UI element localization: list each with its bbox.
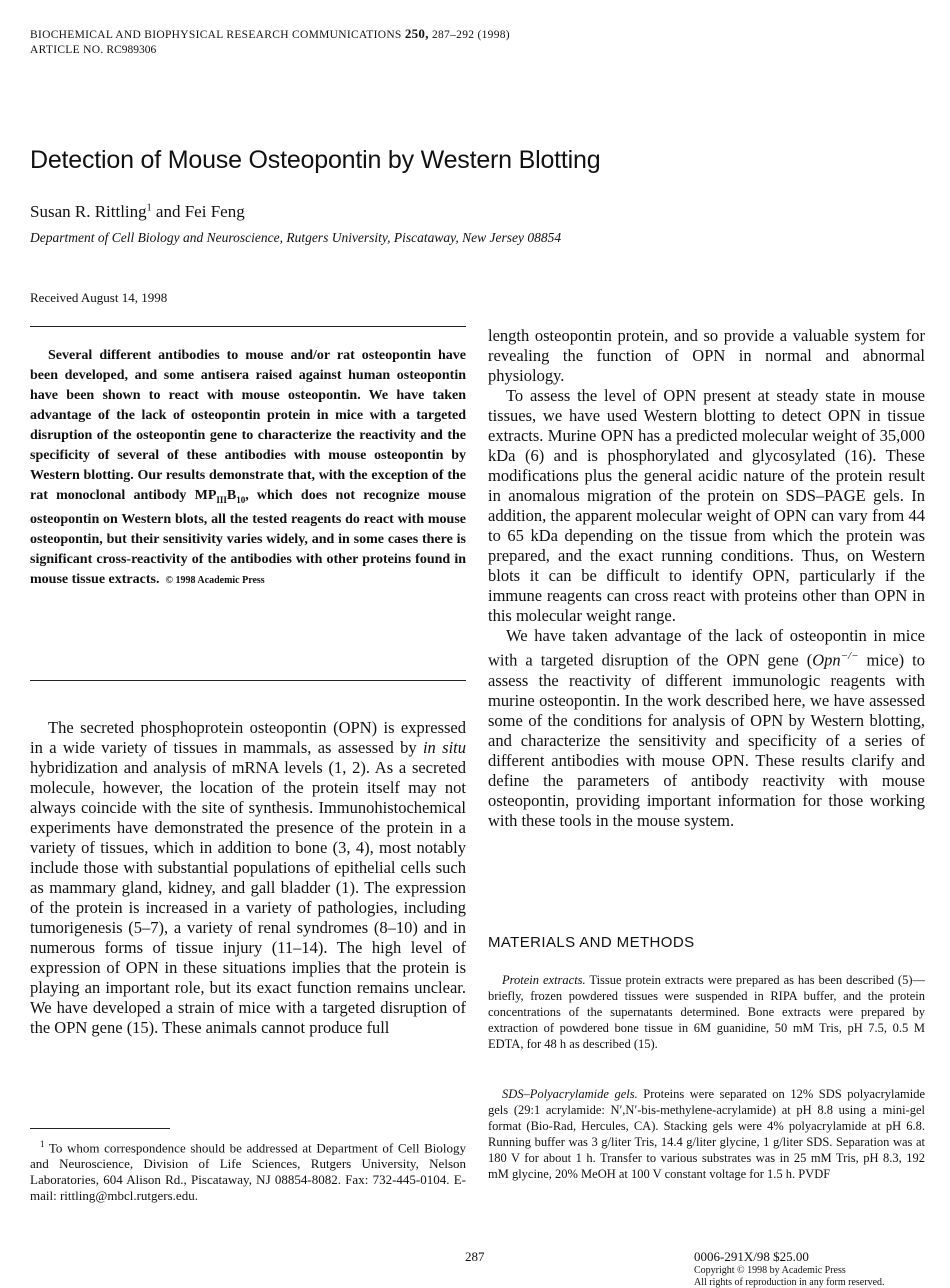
page-number: 287	[465, 1249, 485, 1264]
abstract	[30, 346, 466, 591]
protein-extracts-title: Protein extracts.	[502, 973, 586, 987]
abstract-top-rule	[30, 326, 466, 327]
abstract-text-3: , which does not recognize mouse osteopontin on Western blots, all the tested reagents do react with mouse osteopontin, but their sensitivity varies widely, and in some cases there is significant cross-reactivity of the antibodies with other proteins found in mouse tissue extracts.	[30, 488, 466, 587]
abstract-copyright: © 1998 Academic Press	[165, 574, 265, 586]
footnote-rule	[30, 1128, 170, 1129]
abstract-text-2: B	[226, 488, 237, 503]
journal-name: BIOCHEMICAL AND BIOPHYSICAL RESEARCH COMMUNICATIONS	[30, 29, 402, 41]
author-line	[30, 202, 245, 222]
protein-extracts-text: Tissue protein extracts were prepared as has been described (5)—briefly, frozen powdered tissues were suspended in RIPA buffer, and the protein concentrations of the supernatants determined. Bone extracts were prepared by extraction of powdered bone tissue in 6M guanidine, 50 mM Tris, pH 7.5, 0.5 M EDTA, for 48 h as described (15).	[488, 973, 925, 1051]
abstract-bottom-rule	[30, 680, 466, 681]
gene-name: Opn	[812, 650, 841, 670]
abstract-subscript-2: 10	[236, 494, 246, 505]
protein-extracts-paragraph	[488, 972, 925, 1052]
pages-year: 287–292 (1998)	[431, 29, 510, 41]
affiliation: Department of Cell Biology and Neuroscience, Rutgers University, Piscataway, New Jersey 08854	[30, 230, 562, 245]
footnote-text: To whom correspondence should be addressed at Department of Cell Biology and Neuroscience, Division of Life Sciences, Rutgers University, Nelson Laboratories, 604 Alison Rd., Piscataway, NJ 08854-8082. Fax: 732-445-0104. E-mail: rittling@mbcl.rutgers.edu.	[30, 1140, 466, 1204]
right-p2-text-a: We have taken advantage of the lack of osteopontin in mice with a targeted disruption of the OPN gene (	[488, 626, 925, 670]
intro-text-a: The secreted phosphoprotein osteopontin (OPN) is expressed in a wide variety of tissues in mammals, as assessed by	[30, 718, 466, 757]
sds-gels-paragraph	[488, 1086, 925, 1182]
methods-heading: MATERIALS AND METHODS	[488, 934, 695, 951]
article-number-line	[30, 44, 156, 56]
author-1: Susan R. Rittling	[30, 202, 147, 221]
footer-copyright: Copyright © 1998 by Academic Press	[694, 1265, 846, 1276]
right-paragraph-0: length osteopontin protein, and so provide a valuable system for revealing the function of OPN in normal and abnormal physiology.	[488, 326, 925, 385]
volume-number: 250,	[404, 26, 429, 41]
introduction-left-column	[30, 718, 466, 1038]
received-date: Received August 14, 1998	[30, 290, 168, 305]
sds-gels-text: Proteins were separated on 12% SDS polyacrylamide gels (29:1 acrylamide: N′,N′-bis-methylene-acrylamide) at pH 8.8 using a mini-gel format (Bio-Rad, Hercules, CA). Stacking gels were 4% polyacrylamide at pH 6.8. Running buffer was 3 g/liter Tris, 14.4 g/liter glycine, 1 g/liter SDS. Separation was at 180 V for about 1 h. Transfer to various substrates was in 25 mM Tris, pH 8.3, 192 mM glycine, 20% MeOH at 100 V constant voltage for 1.5 h. PVDF	[488, 1087, 925, 1181]
issn-price: 0006-291X/98 $25.00	[694, 1249, 809, 1264]
article-label: ARTICLE NO.	[30, 44, 104, 56]
abstract-text-1: Several different antibodies to mouse and/or rat osteopontin have been developed, and some antisera raised against human osteopontin have been shown to react with mouse osteopontin. We have taken advantage of the lack of osteopontin protein in mice with a targeted disruption of the osteopontin gene to characterize the reactivity and the specificity of several of these antibodies with mouse osteopontin by Western blotting. Our results demonstrate that, with the exception of the rat monoclonal antibody MP	[30, 348, 466, 503]
right-p2-text-b: mice) to assess the reactivity of different immunologic reagents with murine osteopontin. In the work described here, we have assessed some of the conditions for analysis of OPN by Western blotting, and characterize the sensitivity and specificity of a series of different antibodies with mouse OPN. These results clarify and define the parameters of antibody reactivity with mouse osteopontin, providing important information for those working with these tools in the mouse system.	[488, 650, 925, 830]
intro-in-situ: in situ	[422, 738, 466, 757]
sds-gels-title: SDS–Polyacrylamide gels.	[502, 1087, 638, 1101]
right-paragraph-2	[488, 626, 925, 831]
intro-paragraph-1	[30, 718, 466, 1038]
author-2: and Fei Feng	[151, 202, 245, 221]
abstract-subscript-1: III	[216, 494, 227, 505]
article-number: RC989306	[106, 44, 157, 56]
footnote	[30, 1136, 466, 1204]
intro-text-b: hybridization and analysis of mRNA levels (1, 2). As a secreted molecule, however, the location of the protein itself may not always coincide with the site of synthesis. Immunohistochemical experiments have demonstrated the presence of the protein in a variety of tissues, which in addition to bone (3, 4), most notably include those with substantial populations of epithelial cells such as mammary gland, kidney, and gall bladder (1). The expression of the protein is increased in a variety of pathologies, including tumorigenesis (5–7), a variety of renal syndromes (8–10) and in numerous forms of tissue injury (11–14). The high level of expression of OPN in these situations implies that the protein is playing an important role, but its exact function remains unclear. We have developed a strain of mice with a targeted disruption of the OPN gene (15). These animals cannot produce full	[30, 758, 466, 1037]
author-footnote-marker: 1	[146, 202, 152, 214]
journal-header	[30, 26, 510, 43]
footnote-marker: 1	[40, 1139, 45, 1149]
paper-title: Detection of Mouse Osteopontin by Western Blotting	[30, 146, 601, 174]
gene-superscript: −/−	[840, 650, 859, 662]
right-paragraph-1: To assess the level of OPN present at steady state in mouse tissues, we have used Western blotting to detect OPN in tissue extracts. Murine OPN has a predicted molecular weight of 35,000 kDa (6) and is phosphorylated and glycosylated (16). These modifications plus the general acidic nature of the protein result in anomalous migration of the protein on SDS–PAGE gels. In addition, the apparent molecular weight of OPN can vary from 44 to 65 kDa depending on the tissue from which the protein was prepared, and the exact running conditions. Thus, on Western blots it can be difficult to identify OPN, particularly if the immune reagents can cross react with proteins other than OPN in this molecular weight range.	[488, 386, 925, 625]
right-column-text	[488, 326, 925, 831]
footer-rights: All rights of reproduction in any form reserved.	[694, 1277, 885, 1288]
